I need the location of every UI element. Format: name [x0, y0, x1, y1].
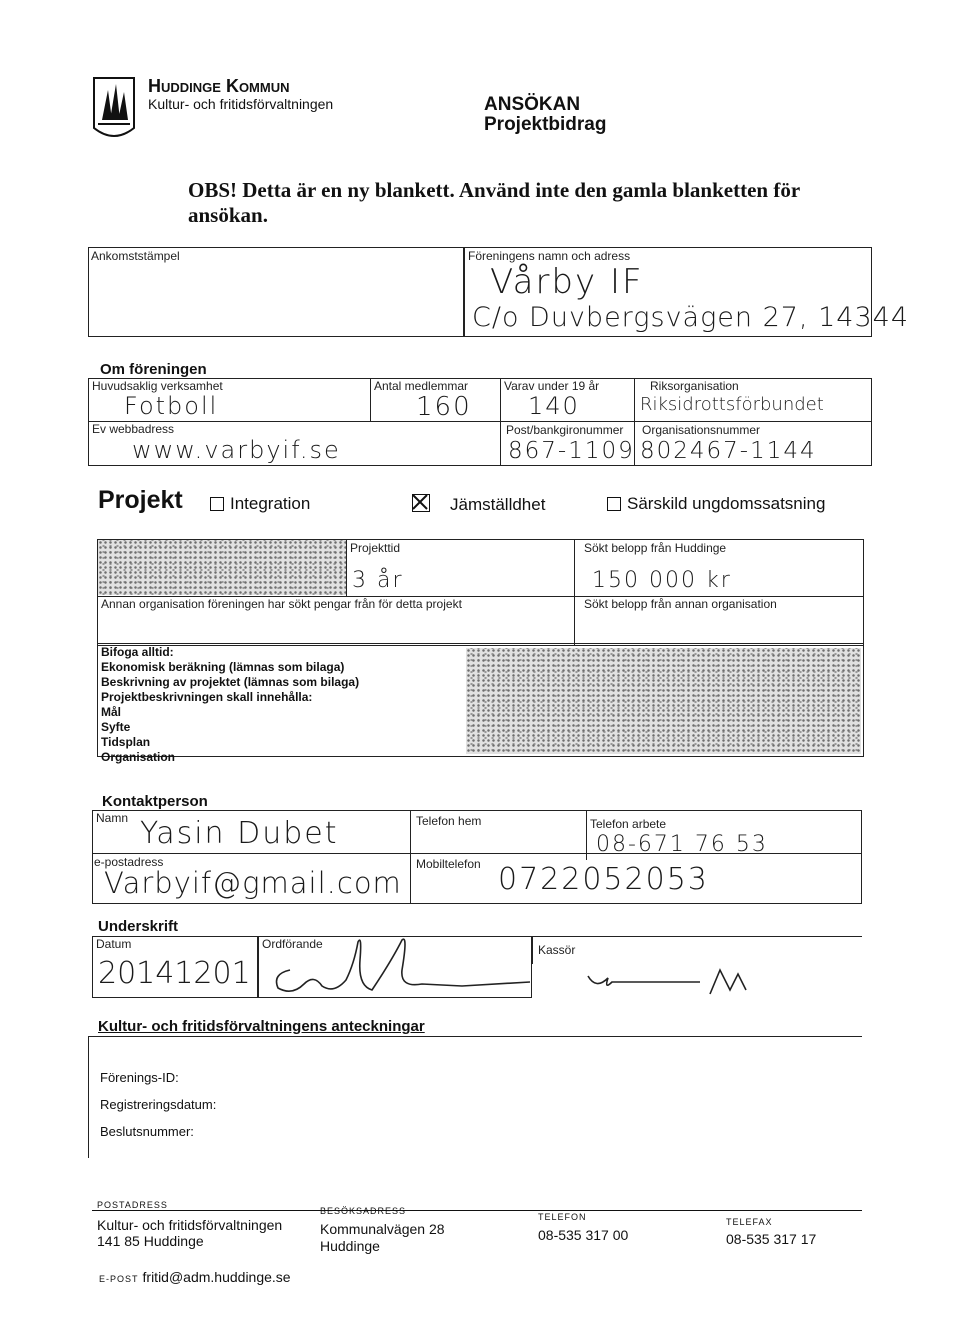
association-address[interactable]: C/o Duvbergsvägen 27, 14344 — [472, 302, 910, 333]
attachment-line: Syfte — [101, 720, 131, 734]
signature-heading: Underskrift — [98, 918, 179, 935]
treasurer-label: Kassör — [538, 943, 576, 957]
post-address-line2: 141 85 Huddinge — [97, 1233, 204, 1249]
attachment-line: Organisation — [101, 750, 176, 764]
footer-rule — [92, 1210, 862, 1211]
email-footer-label: E-POST — [99, 1274, 139, 1284]
chair-label: Ordförande — [262, 937, 323, 951]
members-value[interactable]: 160 — [416, 392, 472, 422]
visit-address-label: BESÖKSADRESS — [320, 1206, 407, 1216]
email-label: e-postadress — [94, 855, 164, 869]
doc-subtitle: Projektbidrag — [484, 114, 607, 135]
notice-text: OBS! Detta är en ny blankett. Använd inte den gamla blanketten för ansökan. — [188, 178, 800, 227]
email-footer-value[interactable]: fritid@adm.huddinge.se — [142, 1269, 291, 1285]
phone-value: 08-535 317 00 — [538, 1227, 629, 1243]
checkbox-jamstalldhet[interactable] — [412, 494, 430, 512]
office-fields — [100, 1064, 216, 1145]
contact-heading: Kontaktperson — [102, 793, 208, 810]
attachment-line: Bifoga alltid: — [101, 645, 174, 659]
mobile-label: Mobiltelefon — [416, 857, 481, 871]
checkbox-integration[interactable] — [210, 497, 224, 511]
office-field: Registreringsdatum: — [100, 1097, 217, 1112]
org-department: Kultur- och fritidsförvaltningen — [148, 96, 334, 112]
phone-label: TELEFON — [538, 1212, 587, 1222]
municipality-logo — [92, 76, 136, 144]
association-name[interactable]: Vårby IF — [490, 262, 644, 302]
visit-address-line1: Kommunalvägen 28 — [320, 1221, 445, 1237]
post-address-line1: Kultur- och fritidsförvaltningen — [97, 1217, 283, 1233]
chair-signature[interactable] — [262, 930, 532, 1000]
attachment-line: Tidsplan — [101, 735, 151, 749]
under19-label: Varav under 19 år — [504, 379, 600, 393]
option-ungdomssatsning[interactable]: Särskild ungdomssatsning — [607, 494, 825, 514]
treasurer-signature[interactable] — [580, 960, 830, 1000]
office-field: Förenings-ID: — [100, 1070, 179, 1085]
home-phone-label: Telefon hem — [416, 814, 482, 828]
project-heading: Projekt — [98, 486, 183, 514]
redacted-area — [466, 648, 861, 754]
attachment-line: Projektbeskrivningen skall innehålla: — [101, 690, 313, 704]
org-name: Huddinge Kommun — [148, 76, 290, 96]
members-label: Antal medlemmar — [374, 379, 469, 393]
redacted-area — [98, 540, 346, 595]
fax-label: TELEFAX — [726, 1217, 773, 1227]
orgnr-value[interactable]: 802467-1144 — [640, 438, 817, 464]
option-jamstalldhet[interactable]: Jämställdhet — [412, 494, 545, 515]
work-phone-value[interactable]: 08-671 76 53 — [596, 832, 768, 857]
national-org-value[interactable]: Riksidrottsförbundet — [640, 394, 824, 415]
stamp-label: Ankomststämpel — [91, 249, 180, 263]
bankgiro-label: Post/bankgironummer — [506, 423, 624, 437]
office-heading: Kultur- och fritidsförvaltningens anteckningar — [98, 1018, 425, 1035]
bankgiro-value[interactable]: 867-1109 — [508, 438, 635, 464]
date-value[interactable]: 20141201 — [98, 956, 251, 991]
amount-label: Sökt belopp från Huddinge — [584, 541, 727, 555]
about-heading: Om föreningen — [100, 361, 207, 378]
mobile-value[interactable]: 0722052053 — [498, 862, 709, 897]
attachment-line: Ekonomisk beräkning (lämnas som bilaga) — [101, 660, 345, 674]
attachment-line: Mål — [101, 705, 122, 719]
work-phone-label: Telefon arbete — [590, 817, 667, 831]
fax-value: 08-535 317 17 — [726, 1231, 817, 1247]
post-address-label: POSTADRESS — [97, 1200, 168, 1210]
activity-label: Huvudsaklig verksamhet — [92, 379, 223, 393]
contact-name-label: Namn — [96, 811, 129, 825]
visit-address-line2: Huddinge — [320, 1238, 380, 1254]
amount-value[interactable]: 150 000 kr — [592, 568, 732, 593]
duration-value[interactable]: 3 år — [352, 568, 404, 593]
national-org-label: Riksorganisation — [650, 379, 739, 393]
website-label: Ev webbadress — [92, 422, 175, 436]
orgnr-label: Organisationsnummer — [642, 423, 761, 437]
email-value[interactable]: Varbyif@gmail.com — [104, 866, 402, 900]
under19-value[interactable]: 140 — [528, 392, 580, 420]
office-field: Beslutsnummer: — [100, 1124, 194, 1139]
other-org-label: Annan organisation föreningen har sökt pengar från för detta projekt — [101, 597, 462, 611]
contact-name-value[interactable]: Yasin Dubet — [140, 816, 339, 851]
attachment-line: Beskrivning av projektet (lämnas som bilaga) — [101, 675, 360, 689]
website-value[interactable]: www.varbyif.se — [132, 436, 341, 464]
activity-value[interactable]: Fotboll — [124, 392, 219, 420]
duration-label: Projekttid — [350, 541, 401, 555]
option-integration[interactable]: Integration — [210, 494, 310, 514]
other-amount-label: Sökt belopp från annan organisation — [584, 597, 777, 611]
doc-title: ANSÖKAN — [484, 94, 581, 115]
date-label: Datum — [96, 937, 132, 951]
email-footer — [99, 1269, 291, 1285]
checkbox-ungdomssatsning[interactable] — [607, 497, 621, 511]
association-label: Föreningens namn och adress — [468, 249, 631, 263]
attachments-list — [101, 645, 359, 765]
